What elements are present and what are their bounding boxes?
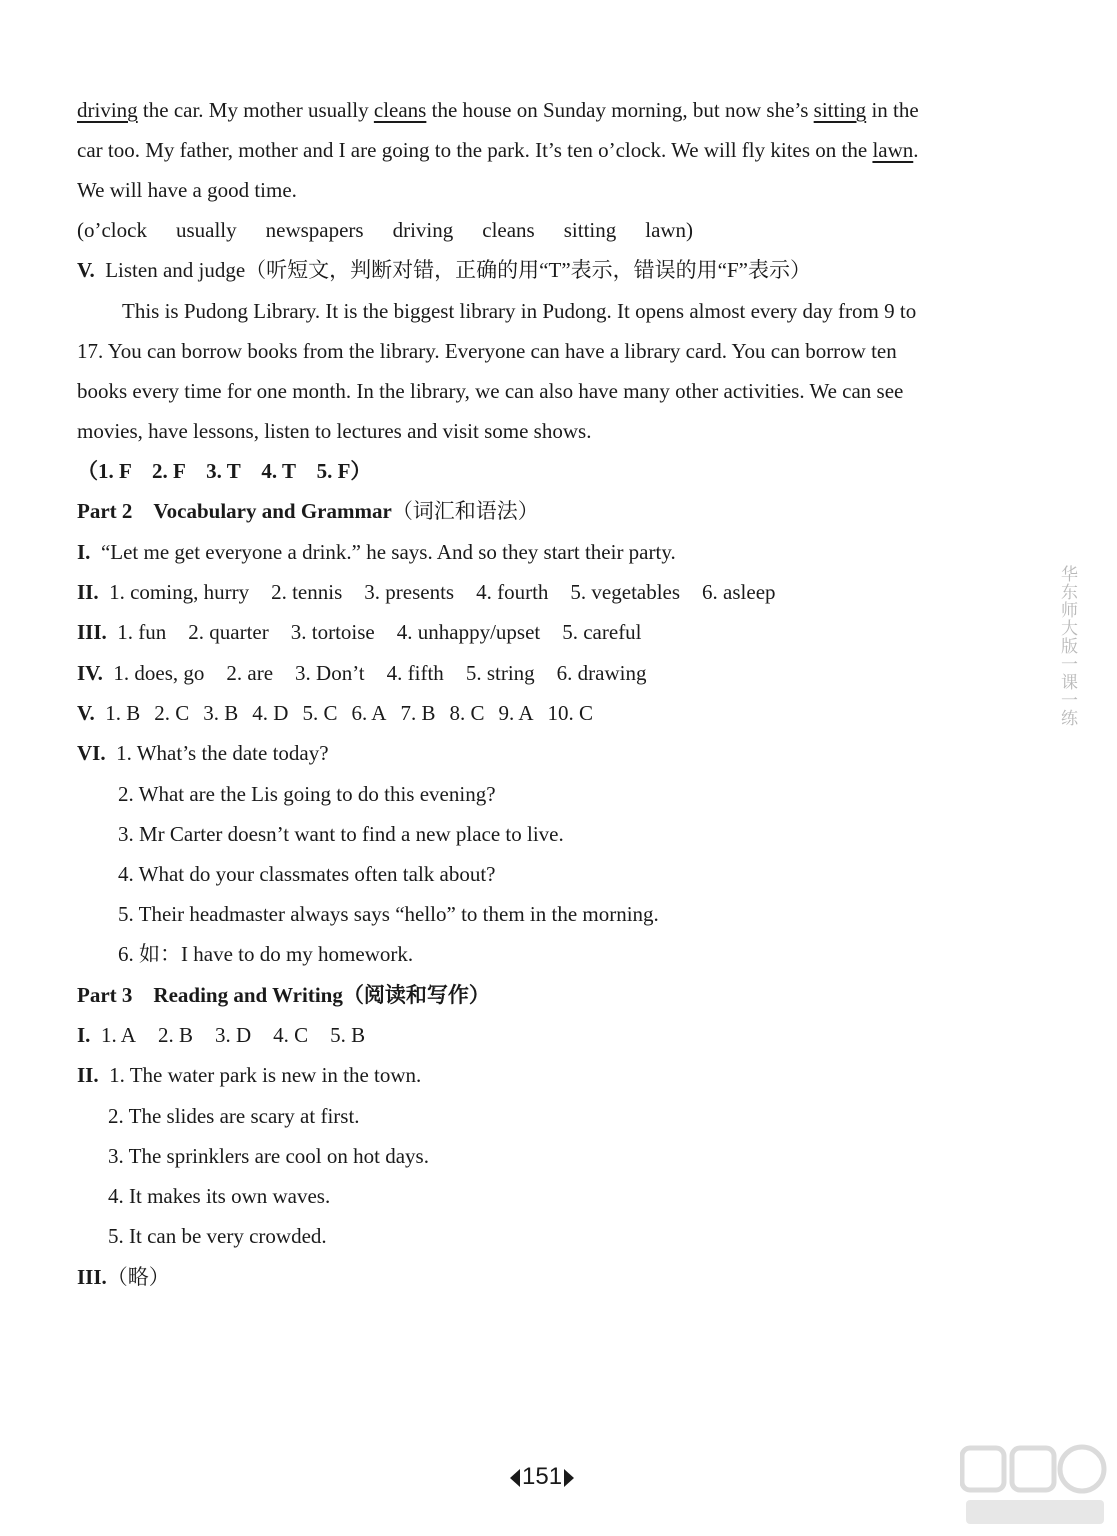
part2-vi-item-2: 2. What are the Lis going to do this evening?	[118, 782, 496, 806]
part3-section-i: I. 1. A 2. B 3. D 4. C 5. B	[77, 1023, 366, 1047]
answer-lawn: lawn	[872, 138, 914, 162]
part3-heading: Part 3 Reading and Writing（阅读和写作）	[77, 983, 490, 1007]
watermark-logo-icon	[960, 1440, 1110, 1530]
listen-passage-4: movies, have lessons, listen to lectures and visit some shows.	[77, 419, 592, 443]
part3-ii-item-2: 2. The slides are scary at first.	[108, 1104, 360, 1128]
part2-section-vi: VI. 1. What’s the date today?	[77, 741, 329, 765]
part3-ii-item-3: 3. The sprinklers are cool on hot days.	[108, 1144, 429, 1168]
part2-section-ii: II. 1. coming, hurry 2. tennis 3. presents 4. fourth 5. vegetables 6. asleep	[77, 580, 776, 604]
left-arrow-icon	[510, 1469, 520, 1487]
book-series-label: 华东师大版一课一练	[1057, 565, 1077, 727]
word-bank: (o’clock usually newspapers driving cleans sitting lawn)	[77, 218, 694, 242]
story-line-3: We will have a good time.	[77, 178, 297, 202]
part2-vi-item-4: 4. What do your classmates often talk about?	[118, 862, 496, 886]
right-arrow-icon	[564, 1469, 574, 1487]
answer-sitting: sitting	[813, 98, 867, 122]
part2-section-iv: IV. 1. does, go 2. are 3. Don’t 4. fifth 5. string 6. drawing	[77, 661, 647, 685]
part2-heading: Part 2 Vocabulary and Grammar（词汇和语法）	[77, 499, 539, 523]
part3-ii-item-4: 4. It makes its own waves.	[108, 1184, 331, 1208]
answer-driving: driving	[77, 98, 138, 122]
listen-passage-2: 17. You can borrow books from the library. Everyone can have a library card. You can borrow ten	[77, 339, 897, 363]
part3-section-ii: II. 1. The water park is new in the town.	[77, 1063, 422, 1087]
part3-ii-item-5: 5. It can be very crowded.	[108, 1224, 327, 1248]
listen-heading: V. Listen and judge（听短文，判断对错，正确的用“T”表示，错误的用“F”表示）	[77, 258, 811, 282]
listen-answers: （1. F 2. F 3. T 4. T 5. F）	[77, 459, 372, 483]
part2-vi-item-6: 6. 如：I have to do my homework.	[118, 942, 414, 966]
listen-passage-3: books every time for one month. In the library, we can also have many other activities. We can see	[77, 379, 904, 403]
part2-vi-item-5: 5. Their headmaster always says “hello” to them in the morning.	[118, 902, 659, 926]
part2-section-iii: III. 1. fun 2. quarter 3. tortoise 4. unhappy/upset 5. careful	[77, 620, 642, 644]
listen-passage-1: This is Pudong Library. It is the biggest library in Pudong. It opens almost every day from 9 to	[122, 299, 917, 323]
page-number: 151	[510, 1463, 574, 1491]
part2-section-i: I. “Let me get everyone a drink.” he says. And so they start their party.	[77, 540, 676, 564]
part2-section-v: V. 1. B 2. C 3. B 4. D 5. C 6. A 7. B 8. C 9. A 10. C	[77, 701, 594, 725]
part3-section-iii: III.（略）	[77, 1265, 170, 1289]
story-line-2: car too. My father, mother and I are going to the park. It’s ten o’clock. We will fly kites on the lawn.	[77, 138, 919, 162]
part2-vi-item-3: 3. Mr Carter doesn’t want to find a new place to live.	[118, 822, 564, 846]
answer-cleans: cleans	[373, 98, 427, 122]
story-line-1: driving the car. My mother usually cleans the house on Sunday morning, but now she’s sitting in the	[77, 98, 919, 122]
